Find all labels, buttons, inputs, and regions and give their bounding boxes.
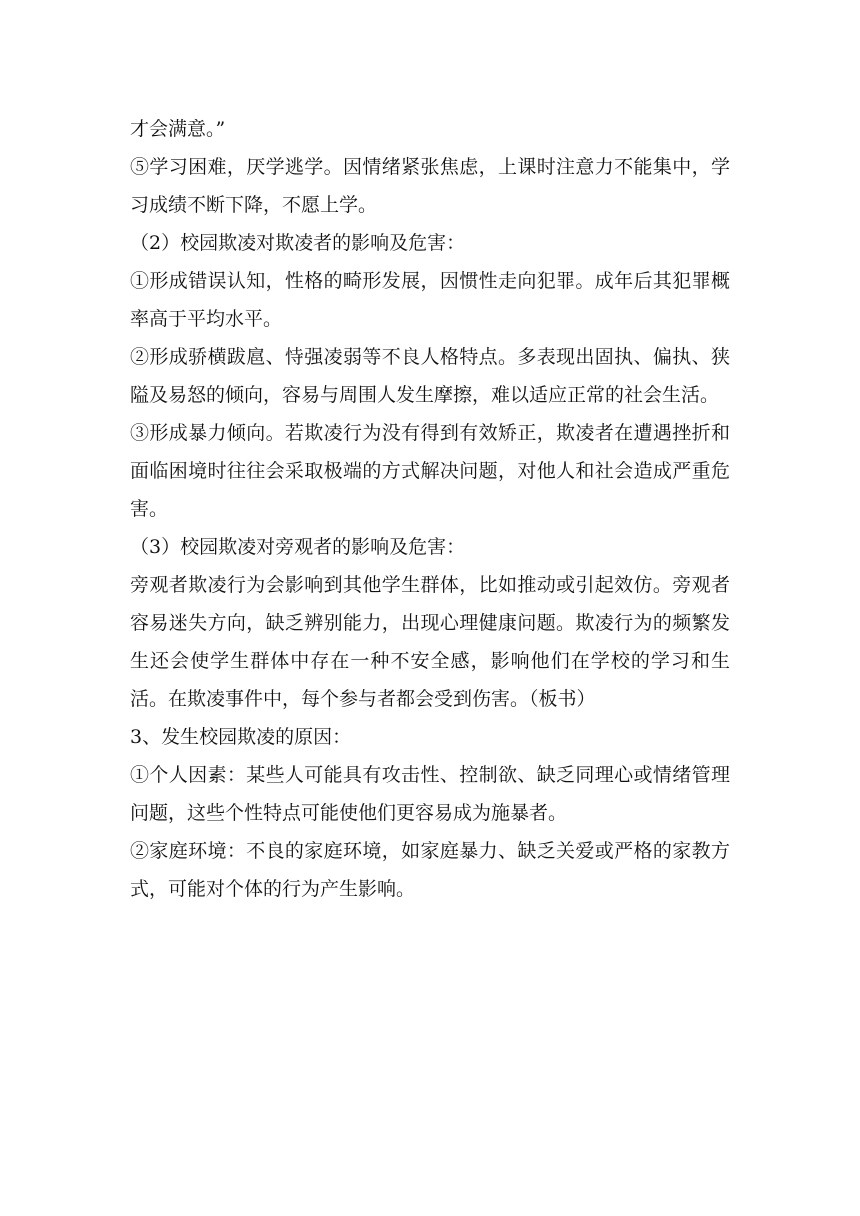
section-heading: 3、发生校园欺凌的原因：	[130, 726, 352, 748]
paragraph: ②形成骄横跋扈、恃强凌弱等不良人格特点。多表现出固执、偏执、狭隘及易怒的倾向，容易与周围人发生摩擦，难以适应正常的社会生活。	[130, 346, 730, 406]
document-body	[130, 110, 730, 908]
paragraph: ①个人因素：某些人可能具有攻击性、控制欲、缺乏同理心或情绪管理问题，这些个性特点可能使他们更容易成为施暴者。	[130, 764, 730, 824]
paragraph: ③形成暴力倾向。若欺凌行为没有得到有效矫正，欺凌者在遭遇挫折和面临困境时往往会采取极端的方式解决问题，对他人和社会造成严重危害。	[130, 422, 730, 520]
paragraph: ②家庭环境：不良的家庭环境，如家庭暴力、缺乏关爱或严格的家教方式，可能对个体的行为产生影响。	[130, 840, 730, 900]
section-heading: （2）校园欺凌对欺凌者的影响及危害：	[130, 232, 466, 254]
paragraph: ①形成错误认知，性格的畸形发展，因惯性走向犯罪。成年后其犯罪概率高于平均水平。	[130, 270, 730, 330]
paragraph: 才会满意。”	[130, 118, 226, 140]
paragraph: ⑤学习困难，厌学逃学。因情绪紧张焦虑，上课时注意力不能集中，学习成绩不断下降，不愿上学。	[130, 156, 730, 216]
paragraph: 旁观者欺凌行为会影响到其他学生群体，比如推动或引起效仿。旁观者容易迷失方向，缺乏辨别能力，出现心理健康问题。欺凌行为的频繁发生还会使学生群体中存在一种不安全感，影响他们在学校的学习和生活。在欺凌事件中，每个参与者都会受到伤害。（板书）	[130, 574, 730, 710]
section-heading: （3）校园欺凌对旁观者的影响及危害：	[130, 536, 466, 558]
